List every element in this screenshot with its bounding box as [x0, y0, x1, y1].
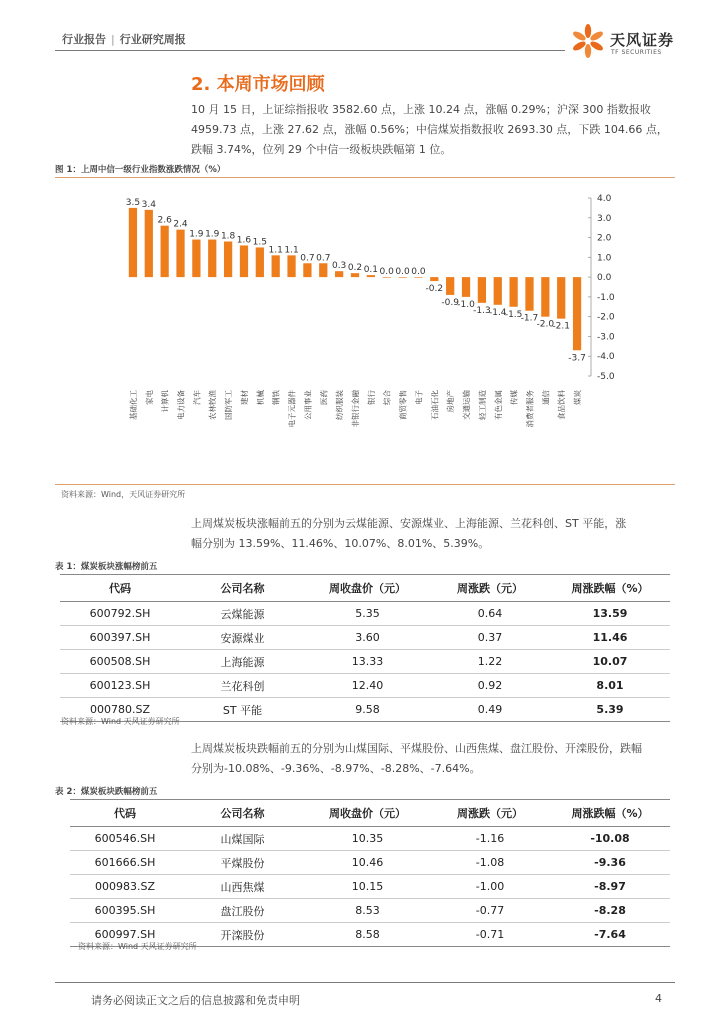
table1-title: 表 1：煤炭板块涨幅榜前五	[55, 562, 158, 572]
chart-bar	[208, 240, 216, 278]
header-company: 公司名称	[220, 807, 265, 820]
category-label: 医药	[319, 390, 329, 405]
category-label: 电子	[414, 390, 424, 405]
category-label: 传媒	[509, 390, 519, 405]
category-label: 交通运输	[462, 390, 472, 420]
header-change-pct: 周涨跌幅（%）	[571, 807, 649, 820]
chart-bar	[430, 277, 438, 281]
chart-bar	[478, 277, 486, 303]
table-row	[60, 650, 670, 674]
cell-change-pct: -9.36	[594, 856, 626, 869]
chart-bar	[541, 277, 549, 317]
brand-name: 天风证券	[610, 31, 675, 49]
cell-close-price: 10.46	[351, 856, 384, 869]
bar-value-label: -1.4	[488, 307, 507, 318]
bar-value-label: 0.0	[395, 267, 410, 278]
top-losers-paragraph	[191, 739, 671, 779]
bar-value-label: -1.5	[504, 309, 523, 320]
bar-value-label: 2.4	[173, 219, 188, 230]
cell-close-price: 8.53	[355, 904, 380, 917]
top-gainers-table	[60, 574, 670, 722]
category-label: 计算机	[160, 390, 170, 413]
category-label: 电力设备	[176, 390, 186, 420]
bar-value-label: -3.7	[568, 353, 586, 364]
report-header	[62, 31, 186, 47]
cell-change: 0.49	[477, 703, 503, 716]
report-type: 行业报告	[62, 33, 106, 46]
cell-company: 安源煤业	[220, 631, 265, 645]
table-row	[60, 674, 670, 698]
table2-source: 资料来源：Wind 天风证券研究所	[78, 942, 197, 951]
paragraph-line: 4959.73 点，上涨 27.62 点，涨幅 0.56%；中信煤炭指数报收 2693.30 点，下跌 104.66 点，	[191, 123, 668, 136]
bar-value-label: 0.7	[300, 253, 315, 264]
cell-code: 601666.SH	[94, 856, 156, 869]
header-code: 代码	[109, 582, 131, 595]
y-tick-label: 4.0	[597, 194, 612, 204]
cell-code: 600997.SH	[94, 928, 156, 941]
table-row	[70, 875, 670, 899]
y-tick-label: -1.0	[597, 292, 615, 303]
chart-bar	[398, 277, 406, 278]
y-tick-label: 1.0	[597, 253, 612, 264]
category-label: 石油石化	[430, 390, 440, 420]
chart-bar	[509, 277, 517, 307]
cell-change: -1.08	[475, 856, 505, 869]
market-review-paragraph	[191, 100, 671, 160]
category-label: 商贸零售	[398, 390, 408, 420]
cell-change-pct: 13.59	[592, 607, 628, 620]
chart-bar	[192, 240, 200, 278]
bar-value-label: -1.7	[520, 313, 539, 324]
chart-bar	[494, 277, 502, 305]
footer-disclaimer: 请务必阅读正文之后的信息披露和免责申明	[91, 994, 300, 1007]
cell-change: -0.71	[475, 928, 505, 941]
header-close-price: 周收盘价（元）	[329, 582, 406, 595]
bar-value-label: 0.7	[316, 253, 331, 264]
cell-change-pct: 5.39	[596, 703, 624, 716]
chart-bar	[525, 277, 533, 311]
cell-close-price: 12.40	[351, 679, 384, 692]
cell-code: 600395.SH	[94, 904, 156, 917]
category-label: 纺织服装	[335, 390, 345, 420]
header-close-price: 周收盘价（元）	[329, 807, 406, 820]
table-row	[60, 626, 670, 650]
cell-change: 0.64	[477, 607, 503, 620]
report-subtype: 行业研究周报	[119, 33, 186, 46]
paragraph-line: 幅分别为 13.59%、11.46%、10.07%、8.01%、5.39%。	[191, 537, 490, 550]
top-losers-table	[70, 799, 670, 947]
category-label: 钢铁	[271, 390, 281, 405]
category-label: 电子元器件	[287, 390, 297, 428]
chart-bar	[335, 271, 343, 277]
table-header-row	[70, 800, 670, 827]
chart-bar	[303, 263, 311, 277]
y-tick-label: -4.0	[597, 352, 615, 363]
category-label: 公用事业	[303, 390, 313, 420]
cell-change-pct: -8.28	[594, 904, 626, 917]
category-label: 国防军工	[224, 390, 234, 420]
bar-value-label: 1.8	[220, 231, 236, 242]
y-tick-label: -5.0	[597, 372, 615, 382]
top-gainers-paragraph	[191, 514, 671, 554]
cell-close-price: 5.35	[355, 607, 380, 620]
bar-value-label: 1.9	[189, 229, 204, 240]
category-label: 综合	[382, 390, 392, 405]
cell-close-price: 8.58	[355, 928, 380, 941]
y-tick-label: -3.0	[597, 332, 615, 343]
cell-company: 开滦股份	[220, 928, 265, 942]
cell-code: 600397.SH	[89, 631, 151, 644]
cell-change-pct: -8.97	[594, 880, 626, 893]
bar-value-label: 0.1	[363, 265, 379, 276]
category-label: 通信	[541, 390, 551, 405]
chart-bar	[240, 245, 248, 277]
chart-bar	[319, 263, 327, 277]
category-label: 家电	[144, 390, 154, 405]
category-label: 轻工制造	[477, 390, 487, 420]
paragraph-line: 分别为-10.08%、-9.36%、-8.97%、-8.28%、-7.64%。	[191, 762, 481, 775]
cell-company: ST 平能	[222, 703, 263, 717]
cell-company: 盘江股份	[220, 904, 265, 918]
cell-company: 云煤能源	[220, 607, 265, 621]
cell-close-price: 10.15	[351, 880, 384, 893]
cell-change-pct: 10.07	[592, 655, 628, 668]
chart-bar	[272, 255, 280, 277]
paragraph-line: 上周煤炭板块跌幅前五的分别为山煤国际、平煤股份、山西焦煤、盘江股份、开滦股份，跌幅	[191, 742, 642, 755]
bar-value-label: 0.0	[411, 267, 426, 278]
table2-title: 表 2：煤炭板块跌幅榜前五	[55, 787, 158, 797]
cell-company: 山煤国际	[220, 832, 265, 846]
table-header-row	[60, 575, 670, 602]
cell-company: 上海能源	[220, 655, 265, 669]
chart-bar	[446, 277, 454, 295]
chart-bar	[287, 255, 295, 277]
cell-code: 600792.SH	[89, 607, 151, 620]
cell-change-pct: -10.08	[590, 832, 630, 845]
page-number: 4	[655, 992, 662, 1005]
chart-bar	[129, 208, 137, 277]
cell-change: -1.00	[475, 880, 505, 893]
cell-close-price: 13.33	[351, 655, 384, 668]
chart-bar	[351, 273, 359, 277]
bar-value-label: 3.4	[141, 199, 156, 210]
brand-name-en: TF SECURITIES	[611, 49, 662, 56]
category-label: 汽车	[192, 390, 202, 405]
cell-change: -0.77	[475, 904, 505, 917]
bar-value-label: 1.9	[205, 229, 220, 240]
paragraph-line: 上周煤炭板块涨幅前五的分别为云煤能源、安源煤业、上海能源、兰花科创、ST 平能，涨	[191, 517, 627, 530]
section-title: 2. 本周市场回顾	[191, 74, 325, 95]
bar-value-label: 1.1	[284, 245, 299, 256]
bar-value-label: -2.0	[536, 319, 555, 330]
category-label: 房地产	[446, 390, 456, 413]
paragraph-line: 跌幅 3.74%，位列 29 个中信一级板块跌幅第 1 位。	[191, 143, 452, 156]
industry-change-bar-chart	[55, 178, 675, 478]
header-separator: |	[111, 33, 115, 46]
bar-value-label: 1.6	[236, 235, 252, 246]
category-label: 消费者服务	[525, 390, 535, 428]
category-label: 有色金属	[493, 390, 503, 420]
category-label: 基础化工	[128, 390, 138, 420]
cell-close-price: 10.35	[351, 832, 384, 845]
bar-value-label: -1.0	[457, 299, 475, 310]
chart-bar	[383, 277, 391, 278]
cell-code: 600546.SH	[94, 832, 156, 845]
y-tick-label: 2.0	[597, 233, 612, 244]
bar-value-label: 3.5	[125, 197, 141, 208]
header-divider	[55, 50, 565, 51]
category-label: 煤炭	[573, 390, 583, 405]
bar-value-label: 0.3	[331, 261, 347, 272]
cell-close-price: 3.60	[355, 631, 380, 644]
cell-code: 000983.SZ	[94, 880, 155, 893]
chart-bar	[414, 277, 422, 278]
cell-change: 0.37	[477, 631, 503, 644]
cell-change: 1.22	[477, 655, 503, 668]
cell-company: 山西焦煤	[220, 880, 265, 894]
cell-company: 兰花科创	[220, 679, 265, 693]
table-row	[70, 851, 670, 875]
y-tick-label: -2.0	[597, 312, 615, 323]
chart-bar	[224, 242, 232, 278]
category-label: 机械	[255, 390, 265, 405]
chart-bar	[161, 226, 169, 277]
header-change: 周涨跌（元）	[457, 582, 523, 595]
y-tick-label: 3.0	[597, 213, 612, 224]
bar-value-label: 2.6	[157, 215, 172, 226]
bar-value-label: -0.9	[441, 297, 459, 308]
header-company: 公司名称	[220, 582, 265, 595]
header-change: 周涨跌（元）	[457, 807, 523, 820]
bar-value-label: 0.2	[347, 263, 363, 274]
category-label: 建材	[239, 390, 249, 405]
category-label: 非银行金融	[351, 390, 360, 428]
category-label: 食品饮料	[557, 390, 567, 420]
footer-divider	[55, 982, 675, 983]
cell-change: -1.16	[475, 832, 505, 845]
chart-bar	[462, 277, 470, 297]
chart-bar	[145, 210, 153, 277]
bar-value-label: -0.2	[425, 284, 444, 295]
cell-change-pct: 11.46	[592, 631, 628, 644]
figure-source: 资料来源：Wind，天风证券研究所	[61, 490, 186, 499]
bar-value-label: -1.3	[473, 305, 491, 316]
cell-code: 000780.SZ	[89, 703, 150, 716]
category-label: 银行	[366, 390, 376, 405]
figure-bottom-rule	[55, 484, 675, 485]
cell-change: 0.92	[477, 679, 503, 692]
chart-bar	[557, 277, 565, 319]
cell-close-price: 9.58	[355, 703, 380, 716]
chart-bar	[367, 275, 375, 277]
cell-change-pct: -7.64	[594, 928, 626, 941]
y-tick-label: 0.0	[597, 273, 612, 284]
category-label: 农林牧渔	[208, 390, 218, 420]
chart-bar	[176, 230, 184, 277]
table1-source: 资料来源：Wind 天风证券研究所	[61, 717, 180, 726]
cell-code: 600123.SH	[89, 679, 151, 692]
cell-code: 600508.SH	[89, 655, 151, 668]
header-code: 代码	[114, 807, 136, 820]
bar-value-label: -2.1	[552, 321, 570, 332]
bar-value-label: 1.5	[252, 237, 267, 248]
cell-change-pct: 8.01	[596, 679, 624, 692]
header-change-pct: 周涨跌幅（%）	[571, 582, 649, 595]
cell-company: 平煤股份	[220, 856, 265, 870]
chart-bar	[573, 277, 581, 350]
paragraph-line: 10 月 15 日，上证综指报收 3582.60 点，上涨 10.24 点，涨幅 0.29%；沪深 300 指数报收	[191, 103, 651, 116]
figure-title: 图 1：上周中信一级行业指数涨跌情况（%）	[55, 165, 226, 175]
chart-bar	[256, 247, 264, 277]
bar-value-label: 0.0	[379, 267, 394, 278]
bar-value-label: 1.1	[268, 245, 283, 256]
table-row	[70, 827, 670, 851]
table-row	[60, 602, 670, 626]
table-row	[70, 899, 670, 923]
